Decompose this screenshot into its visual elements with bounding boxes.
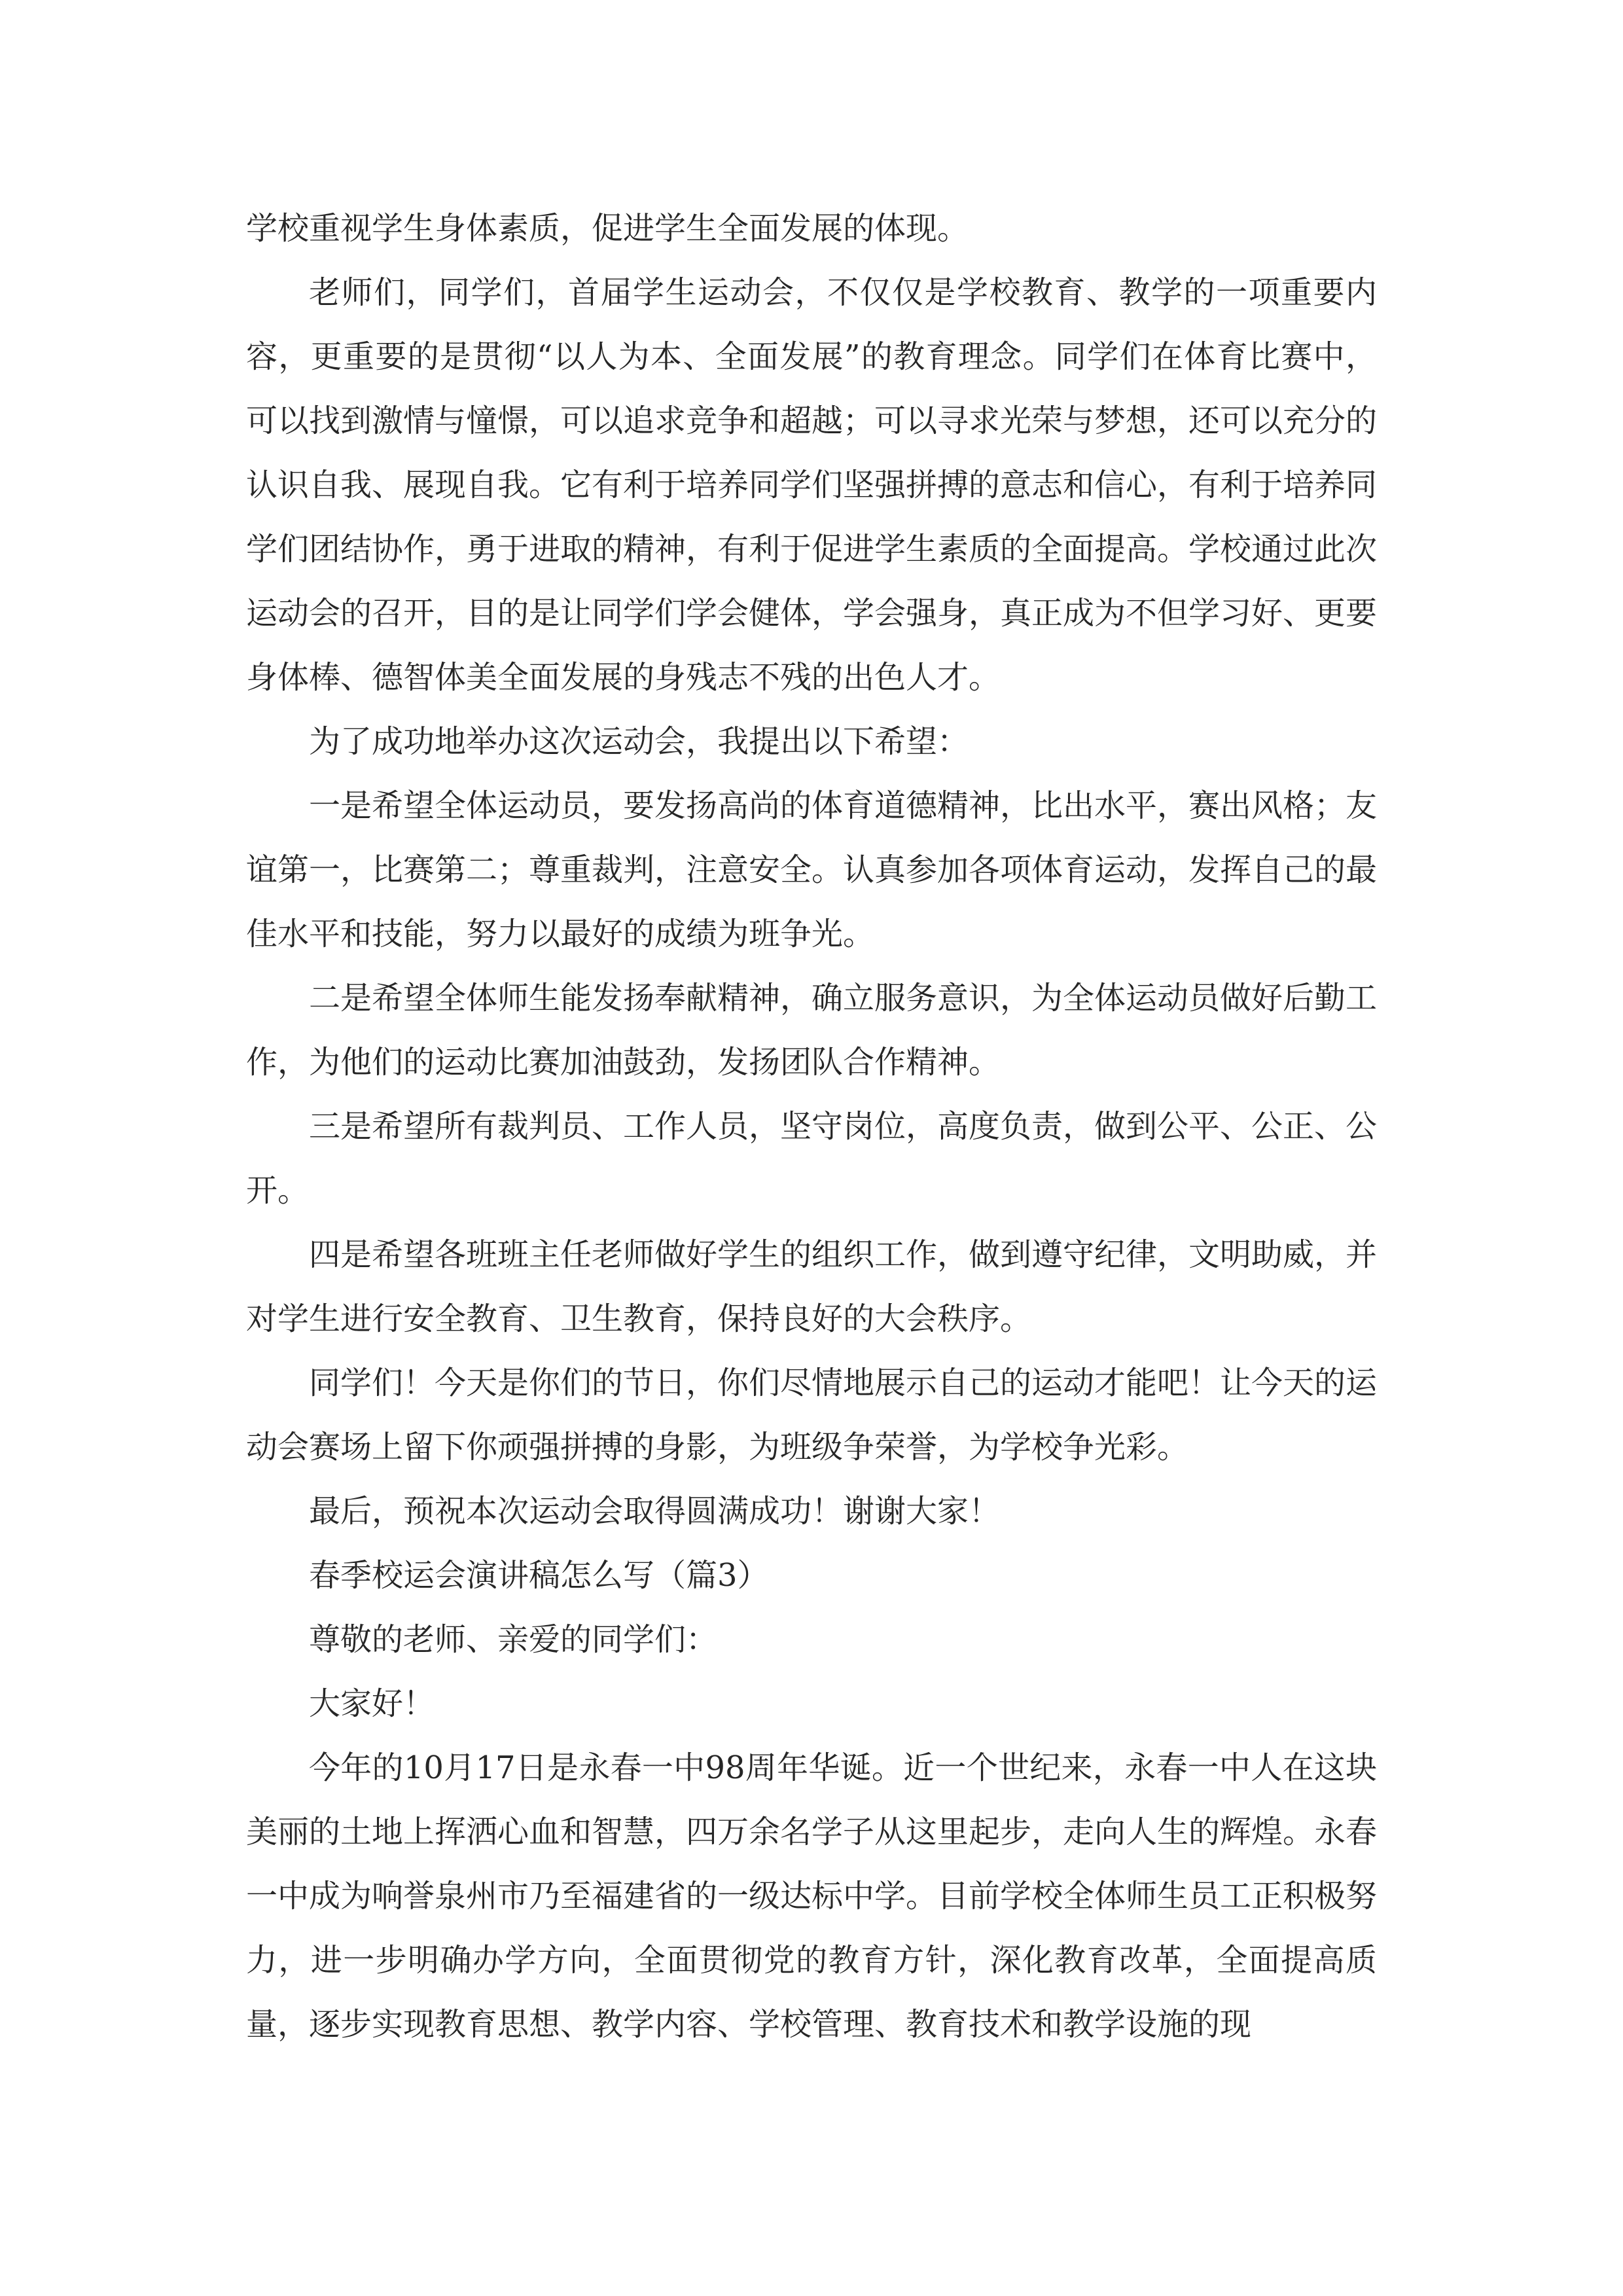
- paragraph-1: 学校重视学生身体素质，促进学生全面发展的体现。: [246, 210, 969, 247]
- paragraph-9: 最后，预祝本次运动会取得圆满成功！谢谢大家！: [309, 1493, 1001, 1530]
- paragraph-8: 同学们！今天是你们的节日，你们尽情地展示自己的运动才能吧！让今天的运动会赛场上留下你顽强拼搏的身影，为班级争荣誉，为学校争光彩。: [246, 1365, 1378, 1465]
- paragraph-6: 三是希望所有裁判员、工作人员，坚守岗位，高度负责，做到公平、公正、公开。: [246, 1108, 1378, 1209]
- paragraph-7: 四是希望各班班主任老师做好学生的组织工作，做到遵守纪律，文明助威，并对学生进行安全教育、卫生教育，保持良好的大会秩序。: [246, 1236, 1378, 1337]
- paragraph-2: 老师们，同学们，首届学生运动会，不仅仅是学校教育、教学的一项重要内容，更重要的是贯彻“以人为本、全面发展”的教育理念。同学们在体育比赛中，可以找到激情与憧憬，可以追求竞争和超越；可以寻求光荣与梦想，还可以充分的认识自我、展现自我。它有利于培养同学们坚强拼搏的意志和信心，有利于培养同学们团结协作，勇于进取的精神，有利于促进学生素质的全面提高。学校通过此次运动会的召开，目的是让同学们学会健体，学会强身，真正成为不但学习好、更要身体棒、德智体美全面发展的身残志不残的出色人才。: [246, 274, 1378, 696]
- paragraph-4: 一是希望全体运动员，要发扬高尚的体育道德精神，比出水平，赛出风格；友谊第一，比赛第二；尊重裁判，注意安全。认真参加各项体育运动，发挥自己的最佳水平和技能，努力以最好的成绩为班争光。: [246, 787, 1378, 952]
- section-heading: 春季校运会演讲稿怎么写（篇3）: [309, 1557, 769, 1594]
- greeting: 大家好！: [309, 1685, 435, 1722]
- salutation: 尊敬的老师、亲爱的同学们：: [309, 1621, 718, 1658]
- paragraph-3: 为了成功地举办这次运动会，我提出以下希望：: [309, 723, 969, 760]
- document-body: [246, 196, 1377, 2056]
- paragraph-13: 今年的10月17日是永春一中98周年华诞。近一个世纪来，永春一中人在这块美丽的土地上挥洒心血和智慧，四万余名学子从这里起步，走向人生的辉煌。永春一中成为响誉泉州市乃至福建省的一级达标中学。目前学校全体师生员工正积极努力，进一步明确办学方向，全面贯彻党的教育方针，深化教育改革，全面提高质量，逐步实现教育思想、教学内容、学校管理、教育技术和教学设施的现: [246, 1749, 1378, 2043]
- paragraph-5: 二是希望全体师生能发扬奉献精神，确立服务意识，为全体运动员做好后勤工作，为他们的运动比赛加油鼓劲，发扬团队合作精神。: [246, 980, 1378, 1081]
